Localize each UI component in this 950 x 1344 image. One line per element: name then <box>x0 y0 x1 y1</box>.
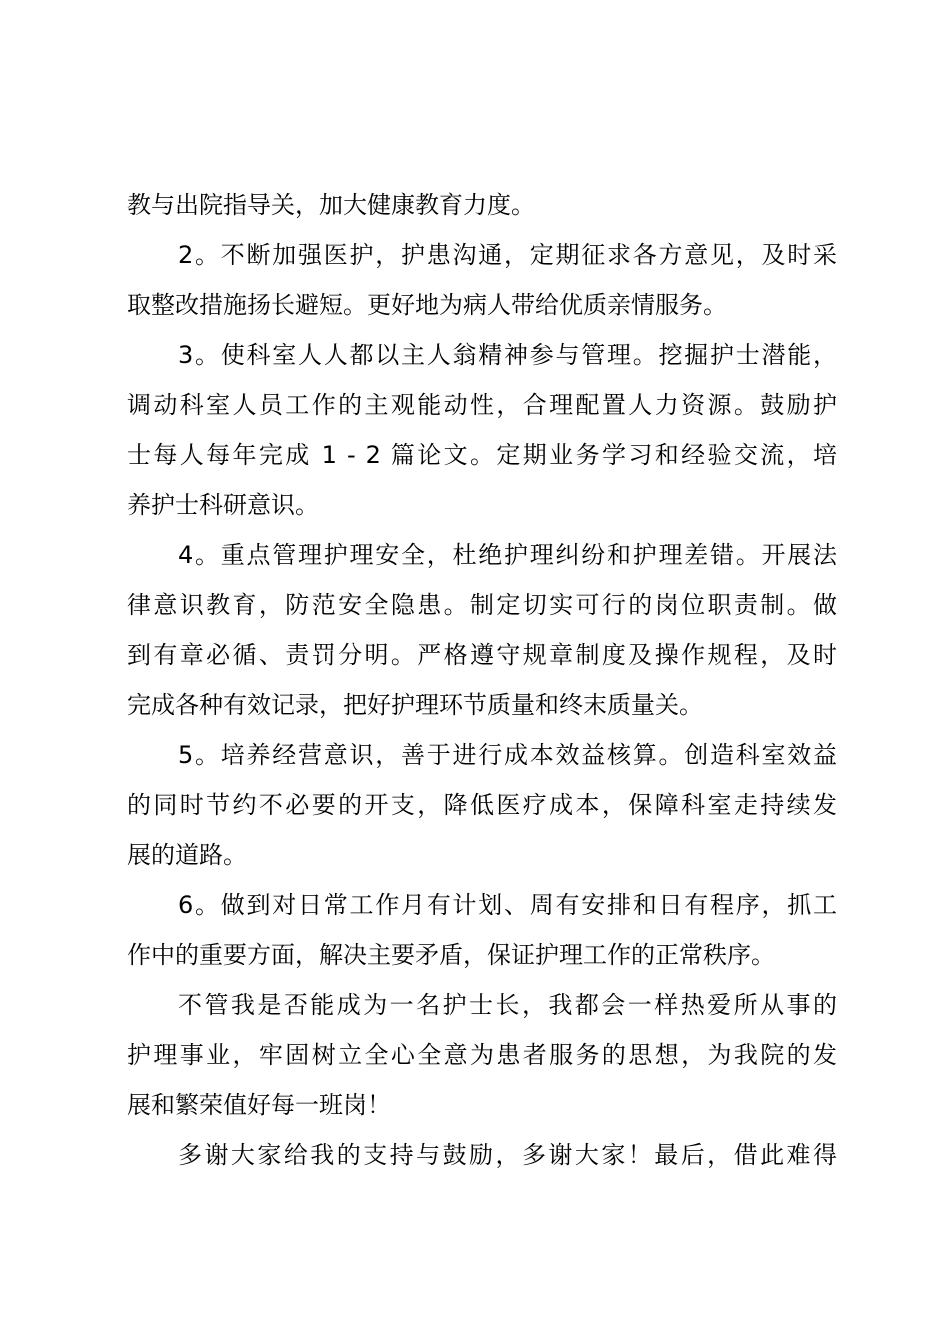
text-line: 完成各种有效记录，把好护理环节质量和终末质量关。 <box>127 691 703 719</box>
text-line: 作中的重要方面，解决主要矛盾，保证护理工作的正常秩序。 <box>127 941 775 969</box>
text-line: 调动科室人员工作的主观能动性，合理配置人力资源。鼓励护 <box>127 391 837 419</box>
text-line: 的同时节约不必要的开支，降低医疗成本，保障科室走持续发 <box>127 791 837 819</box>
text-line: 教与出院指导关，加大健康教育力度。 <box>127 191 535 219</box>
text-line: 5。培养经营意识，善于进行成本效益核算。创造科室效益 <box>178 741 837 769</box>
text-line: 士每人每年完成 1 - 2 篇论文。定期业务学习和经验交流，培 <box>127 441 837 469</box>
text-line: 展和繁荣值好每一班岗！ <box>127 1091 391 1119</box>
text-line: 展的道路。 <box>127 841 247 869</box>
text-line: 律意识教育，防范安全隐患。制定切实可行的岗位职责制。做 <box>127 591 837 619</box>
text-line: 养护士科研意识。 <box>127 491 319 519</box>
text-line: 4。重点管理护理安全，杜绝护理纠纷和护理差错。开展法 <box>178 541 837 569</box>
text-line: 多谢大家给我的支持与鼓励，多谢大家！最后，借此难得 <box>178 1141 837 1169</box>
text-line: 取整改措施扬长避短。更好地为病人带给优质亲情服务。 <box>127 291 727 319</box>
text-line: 2。不断加强医护，护患沟通，定期征求各方意见，及时采 <box>178 241 837 269</box>
text-line: 护理事业，牢固树立全心全意为患者服务的思想，为我院的发 <box>127 1041 837 1069</box>
text-line: 6。做到对日常工作月有计划、周有安排和日有程序，抓工 <box>178 891 837 919</box>
text-line: 3。使科室人人都以主人翁精神参与管理。挖掘护士潜能， <box>178 341 837 369</box>
text-line: 不管我是否能成为一名护士长，我都会一样热爱所从事的 <box>178 991 837 1019</box>
text-line: 到有章必循、责罚分明。严格遵守规章制度及操作规程，及时 <box>127 641 837 669</box>
